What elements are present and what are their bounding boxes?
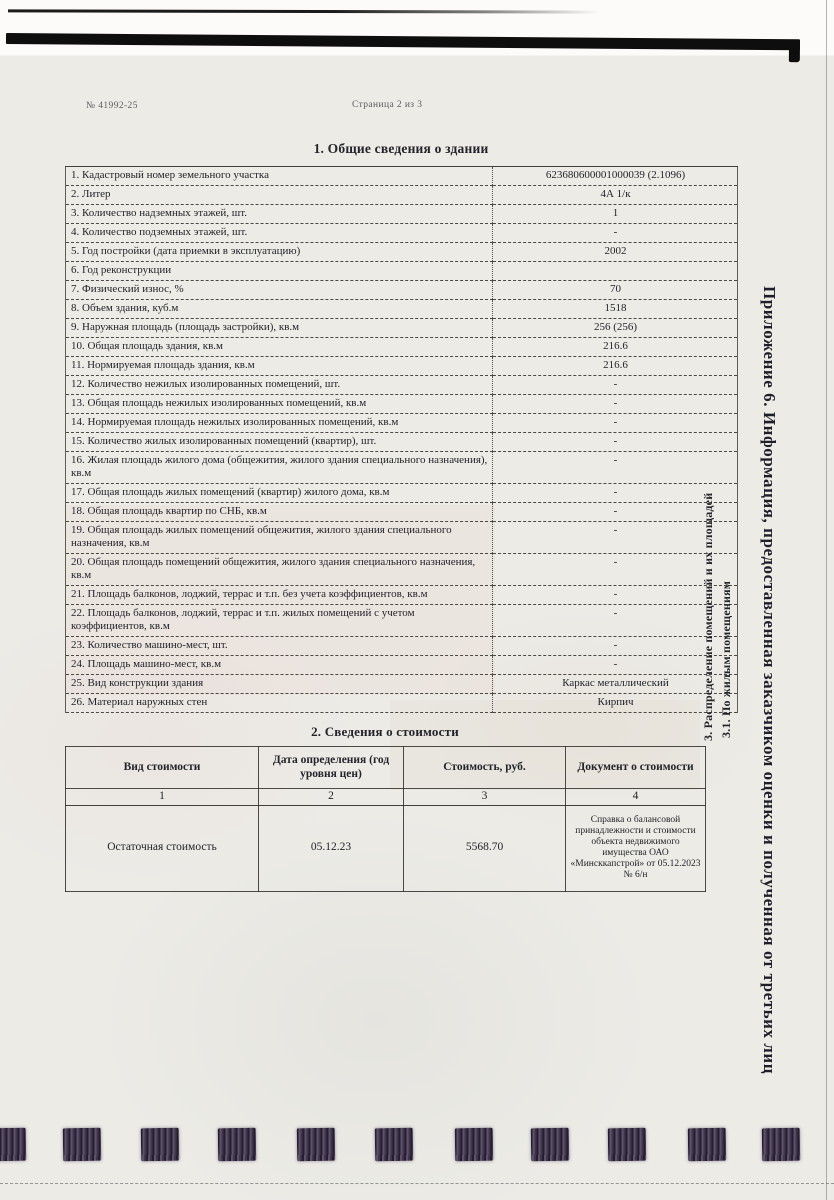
row-label: 8. Объем здания, куб.м xyxy=(66,300,493,319)
table-row xyxy=(66,554,738,586)
cost-document-cell: Справка о балансовой принадлежности и стоимости объекта недвижимого имущества ОАО «Минсккапстрой» от 05.12.2023 № 6/н xyxy=(566,805,706,891)
building-info-table xyxy=(65,166,738,713)
binding-mark xyxy=(608,1128,647,1162)
column-header: Стоимость, руб. xyxy=(404,747,566,789)
column-number: 2 xyxy=(259,789,404,806)
table-row xyxy=(66,586,738,605)
table-row xyxy=(66,522,738,554)
table-row xyxy=(66,484,738,503)
row-label: 26. Материал наружных стен xyxy=(66,694,493,713)
section1-title: 1. Общие сведения о здании xyxy=(313,141,489,156)
table-row xyxy=(66,452,738,484)
table-row xyxy=(66,357,738,376)
cost-value-cell: 5568.70 xyxy=(404,805,566,891)
column-number: 1 xyxy=(66,789,259,806)
row-label: 18. Общая площадь квартир по СНБ, кв.м xyxy=(66,503,493,522)
row-label: 24. Площадь машино-мест, кв.м xyxy=(66,656,493,675)
table-row xyxy=(66,433,738,452)
row-value: - xyxy=(493,605,738,637)
row-value: Кирпич xyxy=(493,694,738,713)
perforation-line xyxy=(0,1183,834,1184)
building-info-table-body xyxy=(66,167,738,713)
page-indicator: Страница 2 из 3 xyxy=(352,100,423,110)
row-value: 1 xyxy=(493,205,738,224)
row-label: 20. Общая площадь помещений общежития, жилого здания специального назначения, кв.м xyxy=(66,554,493,586)
row-label: 15. Количество жилых изолированных помещений (квартир), шт. xyxy=(66,433,493,452)
row-label: 3. Количество надземных этажей, шт. xyxy=(66,205,493,224)
cost-table-header xyxy=(66,747,706,789)
row-value: 70 xyxy=(493,281,738,300)
row-value: - xyxy=(493,637,738,656)
row-label: 17. Общая площадь жилых помещений (квартир) жилого дома, кв.м xyxy=(66,484,493,503)
row-value: 216.6 xyxy=(493,357,738,376)
table-row xyxy=(66,605,738,637)
row-label: 23. Количество машино-мест, шт. xyxy=(66,637,493,656)
cost-date-cell: 05.12.23 xyxy=(259,805,404,891)
row-value: 1518 xyxy=(493,300,738,319)
binding-mark xyxy=(63,1128,102,1162)
column-header: Дата определения (год уровня цен) xyxy=(259,747,404,789)
row-label: 9. Наружная площадь (площадь застройки), кв.м xyxy=(66,319,493,338)
row-label: 19. Общая площадь жилых помещений общежития, жилого здания специального назначения, кв.м xyxy=(66,522,493,554)
table-row xyxy=(66,338,738,357)
table-row xyxy=(66,694,738,713)
row-value: - xyxy=(493,586,738,605)
table-row xyxy=(66,281,738,300)
cost-kind-cell: Остаточная стоимость xyxy=(66,805,259,891)
row-value: - xyxy=(493,433,738,452)
header-row xyxy=(66,747,706,789)
binding-mark xyxy=(762,1128,801,1162)
row-value: - xyxy=(493,414,738,433)
binding-mark xyxy=(688,1128,727,1162)
row-value: - xyxy=(493,224,738,243)
row-label: 22. Площадь балконов, лоджий, террас и т.п. жилых помещений с учетом коэффициентов, кв.м xyxy=(66,605,493,637)
row-value: - xyxy=(493,656,738,675)
table-row xyxy=(66,503,738,522)
row-label: 7. Физический износ, % xyxy=(66,281,493,300)
column-number: 4 xyxy=(566,789,706,806)
row-label: 5. Год постройки (дата приемки в эксплуатацию) xyxy=(66,243,493,262)
row-value: - xyxy=(493,452,738,484)
row-value: - xyxy=(493,484,738,503)
row-value: - xyxy=(493,395,738,414)
table-row xyxy=(66,243,738,262)
row-value: - xyxy=(493,503,738,522)
table-row xyxy=(66,656,738,675)
row-value: - xyxy=(493,522,738,554)
table-row xyxy=(66,414,738,433)
binding-mark xyxy=(455,1128,494,1162)
table-row xyxy=(66,224,738,243)
row-label: 13. Общая площадь нежилых изолированных помещений, кв.м xyxy=(66,395,493,414)
table-row xyxy=(66,186,738,205)
row-label: 25. Вид конструкции здания xyxy=(66,675,493,694)
row-label: 2. Литер xyxy=(66,186,493,205)
row-value: - xyxy=(493,554,738,586)
document-number: № 41992-25 xyxy=(86,101,138,111)
row-label: 6. Год реконструкции xyxy=(66,262,493,281)
row-value: 623680600001000039 (2.1096) xyxy=(493,167,738,186)
margin-section3-title: 3. Распределение помещений и их площадей xyxy=(701,492,715,741)
row-value: 216.6 xyxy=(493,338,738,357)
binding-mark xyxy=(297,1128,336,1162)
table-row xyxy=(66,675,738,694)
row-label: 1. Кадастровый номер земельного участка xyxy=(66,167,493,186)
row-label: 12. Количество нежилых изолированных помещений, шт. xyxy=(66,376,493,395)
binding-mark xyxy=(531,1128,570,1162)
row-value: 2002 xyxy=(493,243,738,262)
row-label: 21. Площадь балконов, лоджий, террас и т.п. без учета коэффициентов, кв.м xyxy=(66,586,493,605)
column-number: 3 xyxy=(404,789,566,806)
row-value: 256 (256) xyxy=(493,319,738,338)
row-value xyxy=(493,262,738,281)
table-row xyxy=(66,167,738,186)
table-row xyxy=(66,376,738,395)
row-label: 16. Жилая площадь жилого дома (общежития, жилого здания специального назначения), кв.м xyxy=(66,452,493,484)
binding-mark xyxy=(218,1128,257,1162)
binding-mark xyxy=(0,1128,26,1162)
table-row xyxy=(66,319,738,338)
margin-section31-title: 3.1. По жилым помещениям xyxy=(719,580,733,738)
section2-title: 2. Сведения о стоимости xyxy=(311,724,459,739)
row-value: - xyxy=(493,376,738,395)
table-row xyxy=(66,262,738,281)
table-row xyxy=(66,637,738,656)
table-row xyxy=(66,300,738,319)
margin-appendix-label: Приложение 6. Информация, предоставленная заказчиком оценки и полученная от третьих лиц xyxy=(760,286,779,1075)
table-row xyxy=(66,805,706,891)
row-label: 10. Общая площадь здания, кв.м xyxy=(66,338,493,357)
column-header: Вид стоимости xyxy=(66,747,259,789)
column-header: Документ о стоимости xyxy=(566,747,706,789)
cost-table-body xyxy=(66,789,706,892)
table-row xyxy=(66,395,738,414)
row-value: 4А 1/к xyxy=(493,186,738,205)
row-label: 11. Нормируемая площадь здания, кв.м xyxy=(66,357,493,376)
column-number-row xyxy=(66,789,706,806)
binding-mark xyxy=(375,1128,414,1162)
row-label: 14. Нормируемая площадь нежилых изолированных помещений, кв.м xyxy=(66,414,493,433)
row-value: Каркас металлический xyxy=(493,675,738,694)
table-row xyxy=(66,205,738,224)
cost-info-table xyxy=(65,746,706,892)
binding-mark xyxy=(141,1128,180,1162)
row-label: 4. Количество подземных этажей, шт. xyxy=(66,224,493,243)
